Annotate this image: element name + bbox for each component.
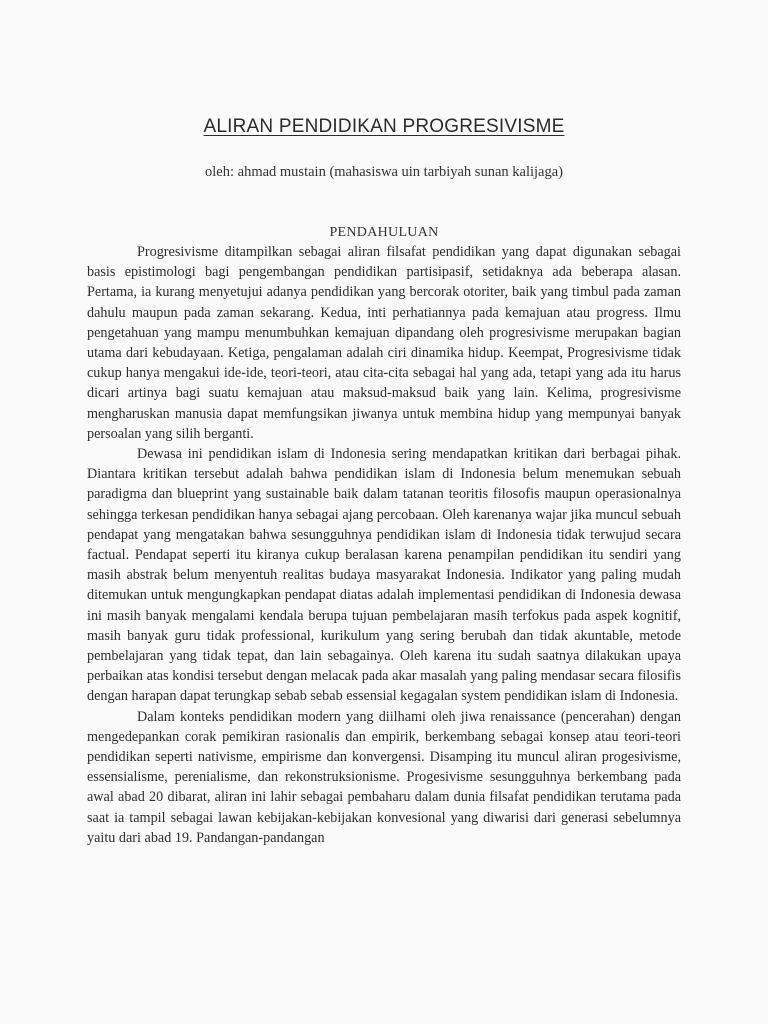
document-title-text: ALIRAN PENDIDIKAN PROGRESIVISME	[203, 116, 565, 137]
section-heading: PENDAHULUAN	[329, 225, 439, 240]
body-paragraph: Progresivisme ditampilkan sebagai aliran filsafat pendidikan yang dapat digunakan sebagai basis epistimologi bagi pengembangan pendidikan partisipasif, setidaknya ada beberapa alasan. Pertama, ia kurang menyetujui adanya pendidikan yang bercorak otoriter, baik yang timbul pada zaman dahulu maupun pada zaman sekarang. Kedua, inti perhatiannya pada kemajuan atau progress. Ilmu pengetahuan yang mampu menumbuhkan kemajuan dipandang oleh progresivisme merupakan bagian utama dari kebudayaan. Ketiga, pengalaman adalah ciri dinamika hidup. Keempat, Progresivisme tidak cukup hanya mengakui ide-ide, teori-teori, atau cita-cita sebagai hal yang ada, tetapi yang ada itu harus dicari artinya bagi suatu kemajuan atau maksud-maksud baik yang lain. Kelima, progresivisme mengharuskan manusia dapat memfungsikan jiwanya untuk membina hidup yang mempunyai banyak persoalan yang silih berganti.	[87, 244, 681, 442]
document-title	[0, 116, 768, 138]
document-body	[87, 242, 681, 848]
author-byline: oleh: ahmad mustain (mahasiswa uin tarbiyah sunan kalijaga)	[205, 164, 563, 180]
body-paragraph: Dewasa ini pendidikan islam di Indonesia sering mendapatkan kritikan dari berbagai pihak. Diantara kritikan tersebut adalah bahwa pendidikan islam di Indonesia belum menemukan sebuah paradigma dan blueprint yang sustainable baik dalam tatanan teoritis filosofis maupun operasionalnya sehingga terkesan pendidikan hanya sebagai ajang percobaan. Oleh karenanya wajar jika muncul sebuah pendapat yang mengatakan bahwa sesungguhnya pendidikan islam di Indonesia tidak terwujud secara factual. Pendapat seperti itu kiranya cukup beralasan karena penampilan pendidikan itu sendiri yang masih abstrak belum menyentuh realitas budaya masyarakat Indonesia. Indikator yang paling mudah ditemukan untuk mengungkapkan pendapat diatas adalah implementasi pendidikan di Indonesia dewasa ini masih banyak mengalami kendala berupa tujuan pembelajaran masih terfokus pada aspek kognitif, masih banyak guru tidak professional, kurikulum yang sering berubah dan tidak akuntable, metode pembelajaran yang tidak tepat, dan lain sebagainya. Oleh karena itu sudah saatnya dilakukan upaya perbaikan atas kondisi tersebut dengan melacak pada akar masalah yang paling mendasar secara filosifis dengan harapan dapat terungkap sebab sebab essensial kegagalan system pendidikan islam di Indonesia.	[87, 446, 681, 705]
body-paragraph: Dalam konteks pendidikan modern yang diilhami oleh jiwa renaissance (pencerahan) dengan mengedepankan corak pemikiran rasionalis dan empirik, berkembang sebagai konsep atau teori-teori pendidikan seperti nativisme, empirisme dan konvergensi. Disamping itu muncul aliran progesivisme, essensialisme, perenialisme, dan rekonstruksionisme. Progesivisme sesungguhnya berkembang pada awal abad 20 dibarat, aliran ini lahir sebagai pembaharu dalam dunia filsafat pendidikan terutama pada saat ia tampil sebagai lawan kebijakan-kebijakan konvesional yang diwarisi dari generasi sebelumnya yaitu dari abad 19. Pandangan-pandangan	[87, 708, 681, 846]
